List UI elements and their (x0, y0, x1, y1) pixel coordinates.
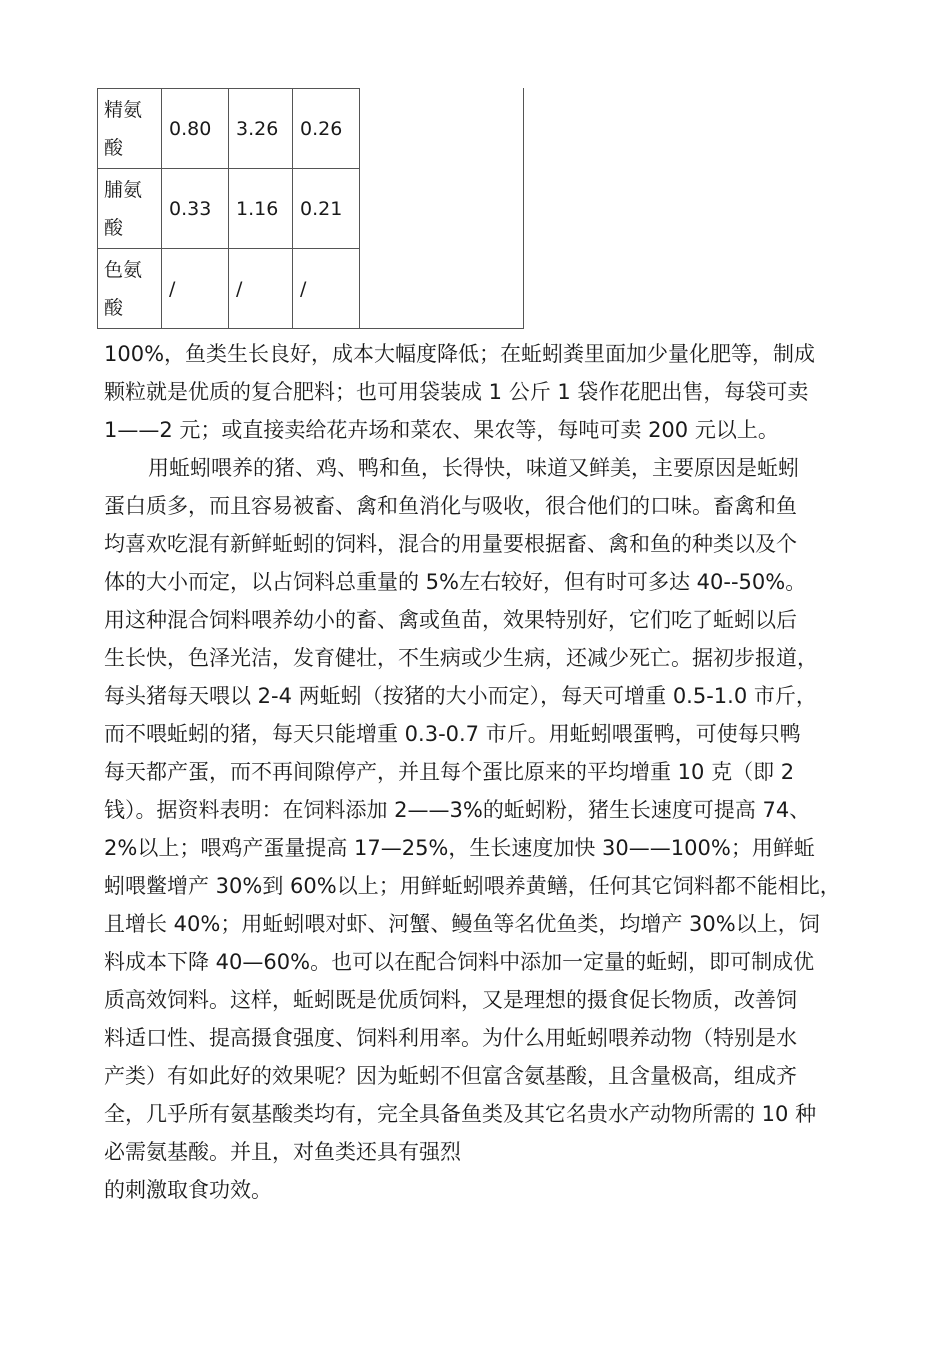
paragraph-line: 全，几乎所有氨基酸类均有，完全具备鱼类及其它名贵水产动物所需的 10 种 (104, 1102, 817, 1126)
paragraph-line: 而不喂蚯蚓的猪，每天只能增重 0.3-0.7 市斤。用蚯蚓喂蛋鸭，可使每只鸭 (104, 722, 801, 746)
value-cell: / (162, 249, 229, 329)
table-row (98, 169, 360, 249)
paragraph-line: 蚓喂鳖增产 30%到 60%以上；用鲜蚯蚓喂养黄鳝，任何其它饲料都不能相比， (104, 874, 841, 898)
paragraph-line: 100%，鱼类生长良好，成本大幅度降低；在蚯蚓粪里面加少量化肥等，制成 (104, 342, 816, 366)
paragraph-line: 每天都产蛋，而不再间隙停产，并且每个蛋比原来的平均增重 10 克（即 2 (104, 760, 795, 784)
amino-name-line1: 脯氨 (104, 178, 143, 201)
paragraph-line: 必需氨基酸。并且，对鱼类还具有强烈 (104, 1140, 461, 1164)
paragraph-line: 生长快，色泽光洁，发育健壮，不生病或少生病，还减少死亡。据初步报道， (104, 646, 818, 670)
paragraph-line: 料成本下降 40—60%。也可以在配合饲料中添加一定量的蚯蚓，即可制成优 (104, 950, 815, 974)
paragraph-line: 体的大小而定，以占饲料总重量的 5%左右较好，但有时可多达 40--50%。 (104, 570, 807, 594)
amino-name-cell (98, 249, 162, 329)
amino-name-line2: 酸 (104, 216, 124, 239)
paragraph-line: 每头猪每天喂以 2-4 两蚯蚓（按猪的大小而定），每天可增重 0.5-1.0 市斤， (104, 684, 817, 708)
paragraph-line: 用这种混合饲料喂养幼小的畜、禽或鱼苗，效果特别好，它们吃了蚯蚓以后 (104, 608, 797, 632)
value-cell: 0.21 (293, 169, 360, 249)
table-row (98, 89, 360, 169)
amino-acid-table (97, 88, 360, 329)
amino-name-line1: 精氨 (104, 98, 143, 121)
value-cell: / (293, 249, 360, 329)
amino-name-line2: 酸 (104, 296, 124, 319)
paragraph-line: 2%以上；喂鸡产蛋量提高 17—25%，生长速度加快 30——100%；用鲜蚯 (104, 836, 815, 860)
paragraph-line: 颗粒就是优质的复合肥料；也可用袋装成 1 公斤 1 袋作花肥出售，每袋可卖 (104, 380, 809, 404)
value-cell: 0.26 (293, 89, 360, 169)
table-row (98, 249, 360, 329)
value-cell: 0.33 (162, 169, 229, 249)
paragraph-line: 用蚯蚓喂养的猪、鸡、鸭和鱼，长得快，味道又鲜美，主要原因是蚯蚓 (148, 456, 799, 480)
amino-name-line1: 色氨 (104, 258, 143, 281)
paragraph-line: 1——2 元；或直接卖给花卉场和菜农、果农等，每吨可卖 200 元以上。 (104, 418, 779, 442)
paragraph-line: 钱）。据资料表明：在饲料添加 2——3%的蚯蚓粉，猪生长速度可提高 74、 (104, 798, 811, 822)
paragraph-line: 的刺激取食功效。 (104, 1178, 272, 1202)
paragraph-line: 质高效饲料。这样，蚯蚓既是优质饲料，又是理想的摄食促长物质，改善饲 (104, 988, 797, 1012)
paragraph-line: 蛋白质多，而且容易被畜、禽和鱼消化与吸收，很合他们的口味。畜禽和鱼 (104, 494, 797, 518)
amino-name-cell (98, 89, 162, 169)
value-cell: 3.26 (229, 89, 293, 169)
paragraph-line: 产类）有如此好的效果呢？因为蚯蚓不但富含氨基酸，且含量极高，组成齐 (104, 1064, 797, 1088)
amino-name-cell (98, 169, 162, 249)
body-text (104, 335, 864, 1209)
value-cell: 1.16 (229, 169, 293, 249)
paragraph-line: 均喜欢吃混有新鲜蚯蚓的饲料，混合的用量要根据畜、禽和鱼的种类以及个 (104, 532, 797, 556)
value-cell: 0.80 (162, 89, 229, 169)
paragraph-line: 且增长 40%；用蚯蚓喂对虾、河蟹、鳗鱼等名优鱼类，均增产 30%以上，饲 (104, 912, 820, 936)
value-cell: / (229, 249, 293, 329)
amino-name-line2: 酸 (104, 136, 124, 159)
paragraph-line: 料适口性、提高摄食强度、饲料利用率。为什么用蚯蚓喂养动物（特别是水 (104, 1026, 797, 1050)
